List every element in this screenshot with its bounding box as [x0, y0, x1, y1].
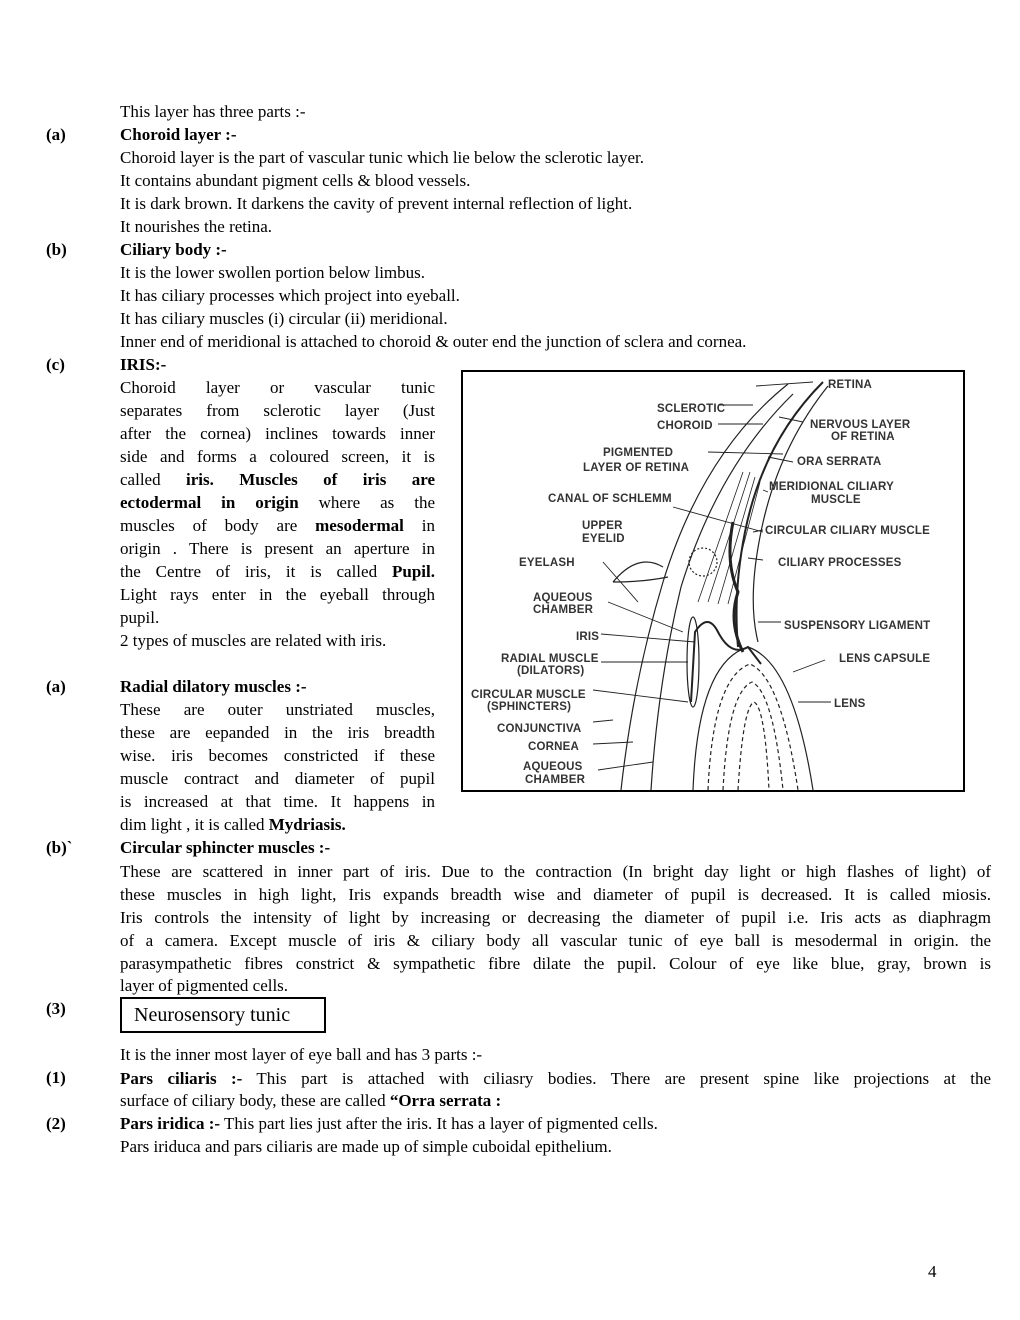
label-meridional-1: MERIDIONAL CILIARY — [769, 481, 894, 493]
circular-line: layer of pigmented cells. — [120, 976, 289, 995]
radial-line: wise. iris becomes constricted if these — [120, 746, 435, 765]
radial-heading: Radial dilatory muscles :- — [120, 677, 307, 696]
circular-label: (b)` — [46, 838, 73, 857]
label-sclerotic: SCLEROTIC — [657, 403, 726, 415]
ciliary-line: Inner end of meridional is attached to choroid & outer end the junction of sclera and cornea. — [120, 332, 747, 351]
radial-line: muscle contract and diameter of pupil — [120, 769, 435, 788]
pars-ciliaris-cont: surface of ciliary body, these are called “Orra serrata : — [120, 1091, 502, 1110]
circular-line: these muscles in high light, Iris expands breadth wise and diameter of pupil is decreased. It is called miosis. — [120, 885, 991, 904]
radial-line: these are eepanded in the iris breadth — [120, 723, 435, 742]
radial-line: is increased at that time. It happens in — [120, 792, 435, 811]
label-upper-2: EYELID — [582, 533, 625, 545]
iris-line: separates from sclerotic layer (Just — [120, 401, 435, 420]
iris-line: origin . There is present an aperture in — [120, 539, 435, 558]
label-aqueous-2: CHAMBER — [533, 604, 594, 616]
neurosensory-heading: Neurosensory tunic — [120, 997, 326, 1033]
label-nervous-2: OF RETINA — [831, 431, 895, 443]
circular-line: parasympathetic fibres constrict & sympathetic fibre dilate the pupil. Colour of eye like blue, gray, brown is — [120, 954, 991, 973]
neurosensory-intro: It is the inner most layer of eye ball and has 3 parts :- — [120, 1045, 483, 1064]
label-aqueous2-2: CHAMBER — [525, 774, 586, 786]
iris-label: (c) — [46, 355, 65, 374]
label-pigmented-1: PIGMENTED — [603, 447, 674, 459]
label-cornea: CORNEA — [528, 741, 580, 753]
ciliary-line: It has ciliary processes which project into eyeball. — [120, 286, 460, 305]
iris-heading: IRIS:- — [120, 355, 167, 374]
label-pigmented-2: LAYER OF RETINA — [583, 462, 690, 474]
label-choroid: CHOROID — [657, 420, 713, 432]
iris-line: ectodermal in origin where as the — [120, 493, 435, 512]
iris-line: Choroid layer or vascular tunic — [120, 378, 435, 397]
iris-line: side and forms a coloured screen, it is — [120, 447, 435, 466]
label-meridional-2: MUSCLE — [811, 494, 861, 506]
circular-line: These are scattered in inner part of iris. Due to the contraction (In bright day light or high flashes of light) of — [120, 862, 991, 881]
page-number: 4 — [928, 1262, 937, 1281]
radial-line: dim light , it is called Mydriasis. — [120, 815, 346, 834]
choroid-line: It contains abundant pigment cells & blood vessels. — [120, 171, 471, 190]
iris-line: Light rays enter in the eyeball through — [120, 585, 435, 604]
ciliary-line: It has ciliary muscles (i) circular (ii) meridional. — [120, 309, 448, 328]
item-label: (1) — [46, 1068, 66, 1087]
label-circular-muscle-1: CIRCULAR MUSCLE — [471, 689, 586, 701]
pars-iridica-cont: Pars iriduca and pars ciliaris are made up of simple cuboidal epithelium. — [120, 1137, 612, 1156]
iris-line: the Centre of iris, it is called Pupil. — [120, 562, 435, 581]
lens-layer — [708, 664, 798, 790]
radial-line: These are outer unstriated muscles, — [120, 700, 435, 719]
radial-label: (a) — [46, 677, 66, 696]
choroid-label: (a) — [46, 125, 66, 144]
iris-line: pupil. — [120, 608, 160, 627]
label-retina: RETINA — [828, 379, 873, 391]
choroid-heading: Choroid layer :- — [120, 125, 237, 144]
label-upper-1: UPPER — [582, 520, 623, 532]
iris-line: called iris. Muscles of iris are — [120, 470, 435, 489]
neurosensory-label: (3) — [46, 999, 66, 1018]
eye-diagram — [463, 372, 963, 790]
label-conjunctiva: CONJUNCTIVA — [497, 723, 582, 735]
label-aqueous2-1: AQUEOUS — [523, 761, 583, 773]
lens-layer — [723, 682, 783, 790]
pars-ciliaris-line: Pars ciliaris :- This part is attached with ciliasry bodies. There are present spine like projections at the — [120, 1069, 991, 1088]
label-suspensory: SUSPENSORY LIGAMENT — [784, 620, 931, 632]
label-ciliary-processes: CILIARY PROCESSES — [778, 557, 902, 569]
intro-text: This layer has three parts :- — [120, 102, 306, 121]
label-circular-ciliary: CIRCULAR CILIARY MUSCLE — [765, 525, 930, 537]
choroid-line: Choroid layer is the part of vascular tunic which lie below the sclerotic layer. — [120, 148, 644, 167]
label-radial-1: RADIAL MUSCLE — [501, 653, 599, 665]
iris-line: muscles of body are mesodermal in — [120, 516, 435, 535]
label-circular-muscle-2: (SPHINCTERS) — [487, 701, 572, 713]
lens-layer — [738, 702, 769, 790]
eyelid — [613, 562, 668, 582]
circular-line: of a camera. Except muscle of iris & ciliary body all vascular tunic of eye ball is mesodermal in origin. the — [120, 931, 991, 950]
iris-summary: 2 types of muscles are related with iris. — [120, 631, 387, 650]
ciliary-muscle-lines — [698, 472, 760, 604]
label-eyelash: EYELASH — [519, 557, 575, 569]
item-label: (2) — [46, 1114, 66, 1133]
label-nervous-1: NERVOUS LAYER — [810, 419, 911, 431]
ciliary-line: It is the lower swollen portion below limbus. — [120, 263, 426, 282]
label-radial-2: (DILATORS) — [517, 665, 585, 677]
pars-iridica-line: Pars iridica :- This part lies just after the iris. It has a layer of pigmented cells. — [120, 1114, 658, 1133]
circular-line: Iris controls the intensity of light by increasing or decreasing the diameter of pupil i.e. Iris acts as diaphragm — [120, 908, 991, 927]
ciliary-heading: Ciliary body :- — [120, 240, 227, 259]
eye-anatomy-figure — [461, 370, 965, 792]
choroid-line: It nourishes the retina. — [120, 217, 273, 236]
label-ora-serrata: ORA SERRATA — [797, 456, 882, 468]
label-lens: LENS — [834, 698, 866, 710]
label-aqueous-1: AQUEOUS — [533, 592, 593, 604]
iris-line: after the cornea) inclines towards inner — [120, 424, 435, 443]
label-canal: CANAL OF SCHLEMM — [548, 493, 672, 505]
sclera-outer-curve — [621, 384, 788, 790]
ciliary-label: (b) — [46, 240, 67, 259]
label-iris: IRIS — [576, 631, 600, 643]
label-lens-capsule: LENS CAPSULE — [839, 653, 931, 665]
choroid-line: It is dark brown. It darkens the cavity of prevent internal reflection of light. — [120, 194, 633, 213]
circular-heading: Circular sphincter muscles :- — [120, 838, 331, 857]
